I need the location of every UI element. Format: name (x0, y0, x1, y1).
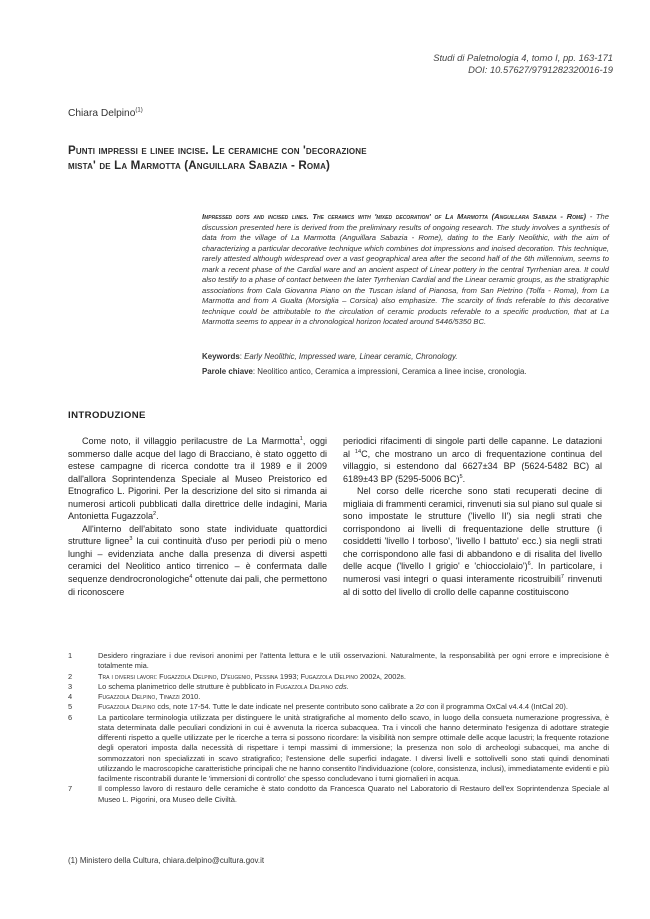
keywords-value: Early Neolithic, Impressed ware, Linear ceramic, Chronology. (244, 352, 458, 361)
footnote-number: 1 (68, 651, 73, 660)
journal-doi: DOI: 10.57627/9791282320016-19 (468, 64, 613, 75)
author-name-text: Chiara Delpino (68, 108, 136, 119)
text-run: Fugazzola Delpino (98, 702, 156, 712)
footnote-text (98, 702, 609, 712)
text-run: cds. (333, 681, 349, 691)
author-name (68, 108, 143, 119)
text-run: ottenute dai pali, che permettono di riconoscere (68, 574, 327, 597)
text-run: . In particolare, i numerosi vasi integri o quasi interamente ricostruibili (343, 561, 602, 585)
article-title (68, 143, 568, 173)
article-title-line1: Punti impressi e linee incise. Le ceramiche con 'decorazione (68, 144, 367, 157)
text-run: , oggi sommerso dalle acque del lago di Bracciano, è stato oggetto di estese campagne di ricerca condotte tra il 1989 e il 2009 dall'allora Soprintendenza Speciale al Museo Preistorico ed Etnografico L. Pigorini. Per la descrizione del sito si rimanda ai numerosi articoli pubblicati dalla direttrice delle indagini, Maria Antonietta Fugazzola (68, 436, 328, 522)
body-column-left (68, 435, 327, 598)
abstract (202, 212, 609, 328)
abstract-body: - The discussion presented here is derived from the preliminary results of ongoing research. The study involves a synthesis of data from the village of La Marmotta (Anguillara Sabazia - Rome), dating to the Early Neolithic, with the aim of characterizing a particular decorative technique which combines dot impressions and incised decoration. This technique, rarely attested although widespread over a vast geographical area after the second half of the 6th millennium, seems to mark a recent phase of the Cardial ware and an ancient aspect of Linear pottery in the central Tyrrhenian area. It could also testify to a phase of contact between the later Tyrrhenian Cardial and the Linear ceramic groups, as the stratigraphic associations from Cala Giovanna Piano on the Tuscan island of Pianosa, from San Pietrino (Tolfa - Roma), from La Marmotta and from A Gualta (Morsiglia – Corsica) also emphasize. The scarcity of finds referable to this decorative technique could be attributable to the circulation of ceramic products referable to a specific production, that at La Marmotta seems to appear in a chronological horizon located around 5446/5350 BC. (202, 212, 609, 327)
parole-chiave-value: Neolitico antico, Ceramica a impressioni, Ceramica a linee incise, cronologia. (257, 367, 527, 376)
footnote-ref[interactable]: 6 (527, 561, 531, 568)
footnote-ref[interactable]: 5 (459, 473, 463, 480)
paragraph (343, 485, 602, 598)
text-run: C, che mostrano un arco di frequentazione continua del villaggio, si estendono dal 6627±34 BP (5624-5482 BC) al 6189±43 BP (5295-5006 BC) (343, 448, 602, 484)
footnote-number: 5 (68, 702, 73, 712)
footnote-ref[interactable]: 7 (560, 574, 564, 580)
footnote-item (68, 651, 609, 672)
footnote-item (68, 713, 609, 785)
footnote-item (68, 672, 609, 682)
footnote-text: La particolare terminologia utilizzata per distinguere le unità stratigrafiche al momento dello scavo, in luogo della consueta numerazione progressiva, è stata determinata dalle peculiari condizioni in cui è avvenuta la ricerca subacquea. Tra i vincoli che hanno determinato l'esigenza di adottare strategie differenti rispetto a quelle utilizzate per le ricerche a terra si possono ricordare: la visibilità non sempre ottimale delle acque lacustri; la frequente rotazione degli operatori imposta dalla necessità di rispettare i tempi massimi di immersione; la presenza non solo di archeologi subacquei, ma anche di sommozzatori non specializzati in scavo stratigrafico; l'estensione delle superfici indagate. I diversi livelli e sottolivelli sono stati quindi denominati utilizzando le macroscopiche caratteristiche principali che ne hanno consentito l'individuazione (colore, consistenza, inclusi), immediatamente evidenti e più facilmente riscontrabili durante le 'immersioni di controllo' che spesso concludevano i turni giornalieri in acqua. (98, 712, 609, 783)
footnote-number: 3 (68, 681, 73, 691)
keywords: Keywords: Early Neolithic, Impressed ware, Linear ceramic, Chronology. (202, 352, 458, 361)
footnote-text: Fugazzola Delpino, Tinazzi 2010. (98, 692, 201, 701)
text-run: Fugazzola Delpino (275, 681, 334, 691)
text-run: periodici rifacimenti di singole parti delle capanne. Le datazioni al (343, 436, 602, 459)
footnote-text: Il complesso lavoro di restauro delle ceramiche è stato condotto da Francesca Quarato nel Laboratorio di Restauro dell'ex Soprintendenza Speciale al Museo L. Pigorini, ora Museo delle Civiltà. (98, 784, 609, 804)
text-run: la cui continuità d'uso per periodi più o meno lunghi – evidenziata anche dalla presenza di diversi aspetti ceramici del Neolitico antico tirrenico – è confermata dalle sequenze dendrocronologiche (68, 536, 327, 585)
text-run: Lo schema planimetrico delle strutture è pubblicato in (98, 681, 276, 691)
text-run: cds, note 17-54. Tutte le date indicate nel presente contributo sono calibrate a 2σ con il programma OxCal v4.4.4 (IntCal 20). (155, 702, 568, 712)
footnote-item (68, 702, 609, 712)
text-run: Come noto, il villaggio perilacustre de La Marmotta (82, 436, 300, 446)
footnote-ref[interactable]: 4 (189, 574, 193, 580)
footnote-number: 2 (68, 671, 73, 681)
body-column-right (343, 435, 602, 598)
footnote-number: 4 (68, 692, 73, 701)
abstract-heading: Impressed dots and incised lines. The ceramics with 'mixed decoration' of La Marmotta (Anguillara Sabazia - Rome) (202, 212, 587, 221)
footnote-text: Tra i diversi lavori: Fugazzola Delpino, D'eugenio, Pessina 1993; Fugazzola Delpino 2002a, 2002b. (98, 671, 406, 681)
text-run: . (462, 473, 466, 484)
footnote-text (98, 682, 609, 692)
footnote-ref[interactable]: 1 (299, 435, 303, 442)
parole-chiave-label: Parole chiave (202, 367, 253, 376)
keywords-label: Keywords (202, 352, 240, 361)
article-title-line2: mista' de La Marmotta (Anguillara Sabazia - Roma) (68, 159, 331, 172)
text-run: All'interno dell'abitato sono state individuate quattordici strutture lignee (68, 523, 327, 547)
journal-citation: Studi di Paletnologia 4, tomo I, pp. 163-171 (433, 52, 613, 63)
footnote-ref[interactable]: 3 (129, 536, 133, 543)
isotope-mark: 14 (354, 448, 362, 455)
paragraph (68, 523, 327, 598)
journal-header (433, 52, 613, 76)
footnote-ref[interactable]: 2 (153, 511, 157, 518)
paragraph (343, 435, 602, 485)
text-run: . (156, 511, 159, 522)
section-heading: INTRODUZIONE (68, 410, 146, 421)
footnote-item (68, 692, 609, 702)
paragraph (68, 435, 327, 523)
parole-chiave: Parole chiave: Neolitico antico, Ceramica a impressioni, Ceramica a linee incise, cronologia. (202, 367, 527, 376)
author-mark: (1) (135, 107, 143, 114)
text-run: Nel corso delle ricerche sono stati recuperati decine di migliaia di frammenti ceramici, rinvenuti sia sul piano sul quale si sono impostate le strutture ('livello II') sia negli strati che corrispondono ai livelli di frequentazione delle strutture (i cosiddetti 'livello I torboso', 'livello I battuto' ecc.) sia negli strati che corrispondono alle fasi di abbandono e di risalita del livello delle acque ('livello I grigio' e 'chiocciolaio') (343, 486, 602, 572)
footnote-text: Desidero ringraziare i due revisori anonimi per l'attenta lettura e le utili osservazioni. Naturalmente, la responsabilità per ogni errore e imprecisione è totalmente mia. (98, 651, 609, 671)
footnote-number: 7 (68, 784, 73, 794)
footnote-item (68, 682, 609, 692)
text-run: rinvenuti al di sotto del livello di crollo delle capanne costituiscono (343, 574, 602, 597)
footnote-item (68, 784, 609, 805)
footnotes (68, 651, 609, 805)
author-affiliation: (1) Ministero della Cultura, chiara.delpino@cultura.gov.it (68, 856, 265, 865)
footnote-number: 6 (68, 712, 73, 722)
